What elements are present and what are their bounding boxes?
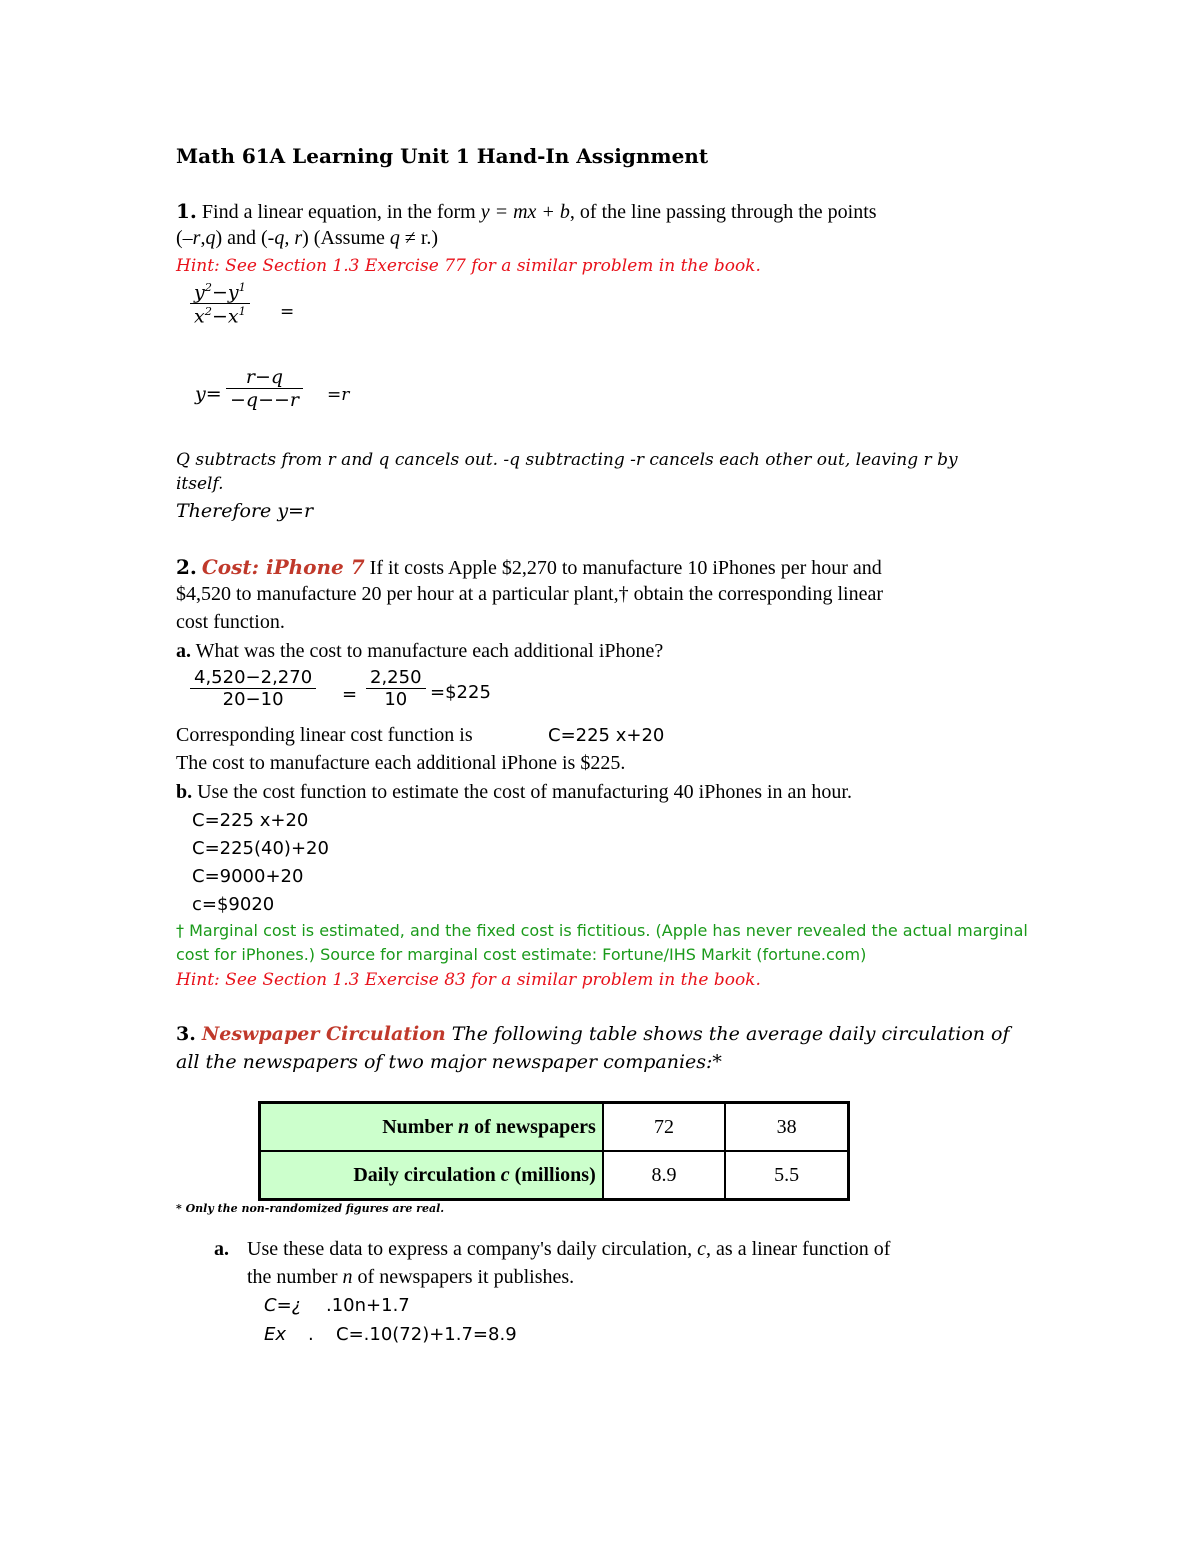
q1-explain-line1: Q subtracts from r and q cancels out. -q subtracting -r cancels each other out, leaving r by — [176, 450, 958, 470]
q1-text-b: , of the line passing through the points — [569, 201, 877, 223]
q2-number: 2. — [176, 555, 197, 579]
q2-eq1: = — [342, 684, 358, 705]
table-cell: 8.9 — [603, 1151, 726, 1200]
q2-step-3: C=9000+20 — [192, 866, 304, 887]
q1-line2 — [176, 227, 438, 250]
q3-a-label: a. — [214, 1238, 229, 1260]
q3-ans2-rhs: C=.10(72)+1.7=8.9 — [336, 1324, 517, 1345]
q3-a-line2: the number n of newspapers it publishes. — [247, 1266, 575, 1288]
q1-slope-fraction — [190, 280, 250, 328]
q2-b-text: Use the cost function to estimate the cost of manufacturing 40 iPhones in an hour. — [192, 781, 852, 803]
q1-explain-line2: itself. — [176, 474, 224, 494]
q3-line1-text: The following table shows the average daily circulation of — [445, 1023, 1010, 1045]
table-row — [260, 1151, 849, 1200]
q1-y-fraction — [226, 366, 303, 411]
q2-line1 — [176, 555, 882, 580]
q1-slope-equals: = — [280, 302, 295, 322]
q1-y-rhs: =r — [327, 385, 350, 405]
q3-ans1-lhs: C=¿ — [264, 1295, 302, 1316]
q1-slope-denominator: $x^2-x^1$ — [194, 304, 246, 328]
q2-frac1 — [190, 667, 316, 710]
q2-line2: $4,520 to manufacture 20 per hour at a particular plant,† obtain the corresponding linear — [176, 583, 883, 605]
q2-frac2 — [366, 667, 426, 710]
q1-l2-d: -q, r — [267, 227, 303, 249]
q2-hint: Hint: See Section 1.3 Exercise 83 for a similar problem in the book. — [176, 970, 761, 990]
circulation-table — [258, 1101, 850, 1201]
q3-line2: all the newspapers of two major newspaper companies:* — [176, 1051, 722, 1073]
table-row — [260, 1103, 849, 1152]
q2-b-label: b. — [176, 781, 193, 803]
q1-l2-b: , — [200, 227, 206, 249]
q2-a-answer: The cost to manufacture each additional iPhone is $225. — [176, 752, 626, 774]
q2-label: Cost: iPhone 7 — [201, 555, 365, 579]
table-header-cell: Number n of newspapers — [260, 1103, 603, 1152]
q1-y-numerator: r−q — [226, 366, 303, 389]
q3-ans2-dot: . — [308, 1324, 314, 1345]
q3-ans2-lhs: Ex — [264, 1324, 287, 1345]
q3-line1 — [176, 1023, 1010, 1045]
q1-l2-a: (– — [176, 227, 193, 249]
q2-frac2-den: 10 — [384, 689, 408, 710]
q2-corr-text: Corresponding linear cost function is — [176, 724, 473, 746]
q2-frac2-num: 2,250 — [366, 667, 426, 689]
q1-line1 — [176, 199, 877, 224]
q3-number: 3. — [176, 1023, 196, 1045]
q1-hint: Hint: See Section 1.3 Exercise 77 for a similar problem in the book. — [176, 256, 761, 276]
q2-frac1-num: 4,520−2,270 — [190, 667, 316, 689]
q2-a-label: a. — [176, 640, 191, 662]
q1-y-denominator: −q−−r — [230, 389, 300, 411]
q2-a — [176, 640, 663, 663]
q2-step-1: C=225 x+20 — [192, 810, 309, 831]
q3-table-note: * Only the non-randomized figures are real. — [176, 1202, 445, 1215]
q2-corr — [176, 724, 473, 747]
q2-line3: cost function. — [176, 611, 285, 633]
q1-l2-e: ) (Assume — [302, 227, 390, 249]
page-title: Math 61A Learning Unit 1 Hand-In Assignment — [176, 144, 709, 168]
q2-b — [176, 781, 852, 804]
table-header-cell: Daily circulation c (millions) — [260, 1151, 603, 1200]
q2-frac1-den: 20−10 — [222, 689, 284, 710]
q2-footnote-line2: cost for iPhones.) Source for marginal cost estimate: Fortune/IHS Markit (fortune.com) — [176, 945, 867, 964]
q3-a-line1: Use these data to express a company's daily circulation, c, as a linear function of — [247, 1238, 891, 1260]
q3-ans1-rhs: .10n+1.7 — [326, 1295, 410, 1316]
q1-l2-c: ) and ( — [215, 227, 268, 249]
q2-step-4: c=$9020 — [192, 894, 275, 915]
q2-line1-text: If it costs Apple $2,270 to manufacture 10 iPhones per hour and — [364, 557, 882, 579]
table-cell: 5.5 — [725, 1151, 848, 1200]
q1-number: 1. — [176, 199, 197, 223]
q1-y-lhs: y= — [195, 383, 222, 405]
q3-label: Neswpaper Circulation — [201, 1023, 446, 1045]
q1-form: y = mx + b — [480, 201, 570, 223]
q1-conclusion: Therefore y=r — [176, 500, 314, 522]
q2-a-text: What was the cost to manufacture each additional iPhone? — [191, 640, 664, 662]
q1-text-a: Find a linear equation, in the form — [201, 201, 481, 223]
q2-step-2: C=225(40)+20 — [192, 838, 329, 859]
table-cell: 72 — [603, 1103, 726, 1152]
q2-corr-eq: C=225 x+20 — [548, 725, 665, 746]
q1-slope-numerator: $y^2-y^1$ — [190, 280, 250, 304]
q3-ans1 — [264, 1295, 301, 1316]
q2-footnote-line1: † Marginal cost is estimated, and the fixed cost is fictitious. (Apple has never revealed the actual marginal — [176, 921, 1028, 940]
q1-l2-q: q — [205, 227, 216, 249]
q1-l2-g: ≠ r.) — [399, 227, 439, 249]
q1-l2-r: r — [192, 227, 201, 249]
q2-frac2-rhs: =$225 — [430, 682, 491, 703]
table-cell: 38 — [725, 1103, 848, 1152]
q1-l2-f: q — [389, 227, 400, 249]
